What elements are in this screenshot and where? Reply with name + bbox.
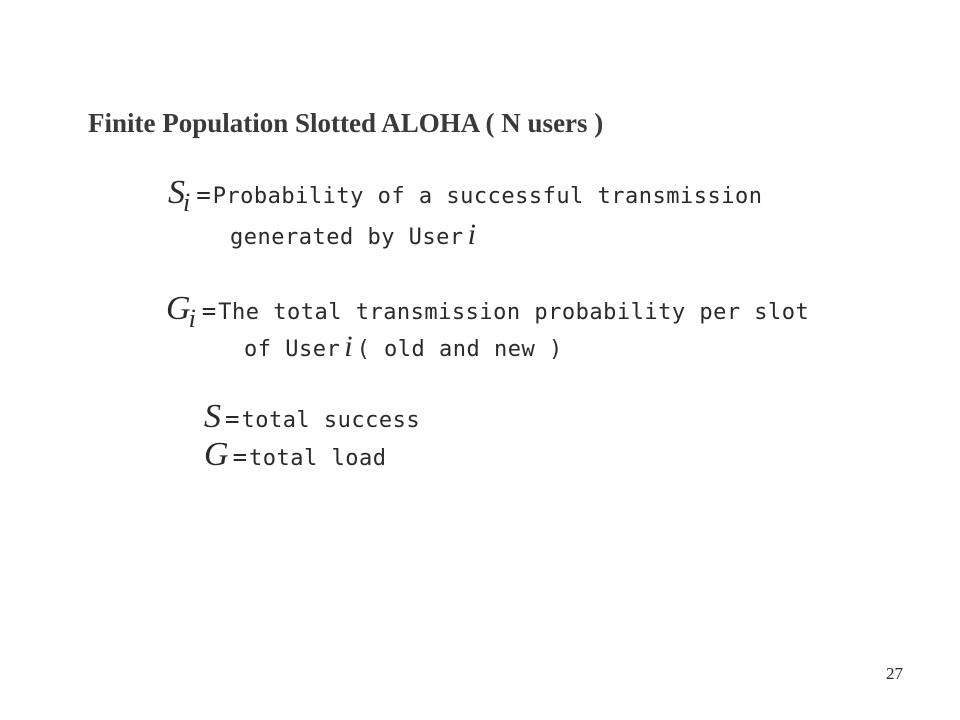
definition-gi-continuation <box>244 330 563 364</box>
equals-sign: = <box>232 443 248 471</box>
definition-gi <box>166 290 810 333</box>
symbol-g: G <box>204 436 229 473</box>
subscript-i: i <box>183 188 191 217</box>
variable-i: i <box>344 330 353 363</box>
equals-sign: = <box>201 297 217 325</box>
definition-text: generated by User <box>230 225 464 250</box>
symbol-s: S <box>168 174 185 211</box>
equals-sign: = <box>225 405 240 433</box>
slide-title: Finite Population Slotted ALOHA ( N users ) <box>88 108 604 138</box>
symbol-g: G <box>166 290 191 327</box>
definition-g <box>204 436 386 474</box>
definition-s <box>204 398 420 436</box>
definition-si-continuation <box>230 218 476 252</box>
definition-text: of User <box>244 337 341 362</box>
definition-suffix: ( old and new ) <box>356 337 563 362</box>
variable-i: i <box>467 218 477 251</box>
definition-text: The total transmission probability per slot <box>218 300 810 325</box>
page-number: 27 <box>886 664 903 683</box>
definition-text: Probability of a successful transmission <box>212 184 763 209</box>
equals-sign: = <box>196 181 211 209</box>
definition-si <box>168 174 763 217</box>
definition-text: total load <box>249 446 387 471</box>
definition-text: total success <box>241 408 421 433</box>
symbol-s: S <box>204 398 221 435</box>
subscript-i: i <box>188 304 196 333</box>
